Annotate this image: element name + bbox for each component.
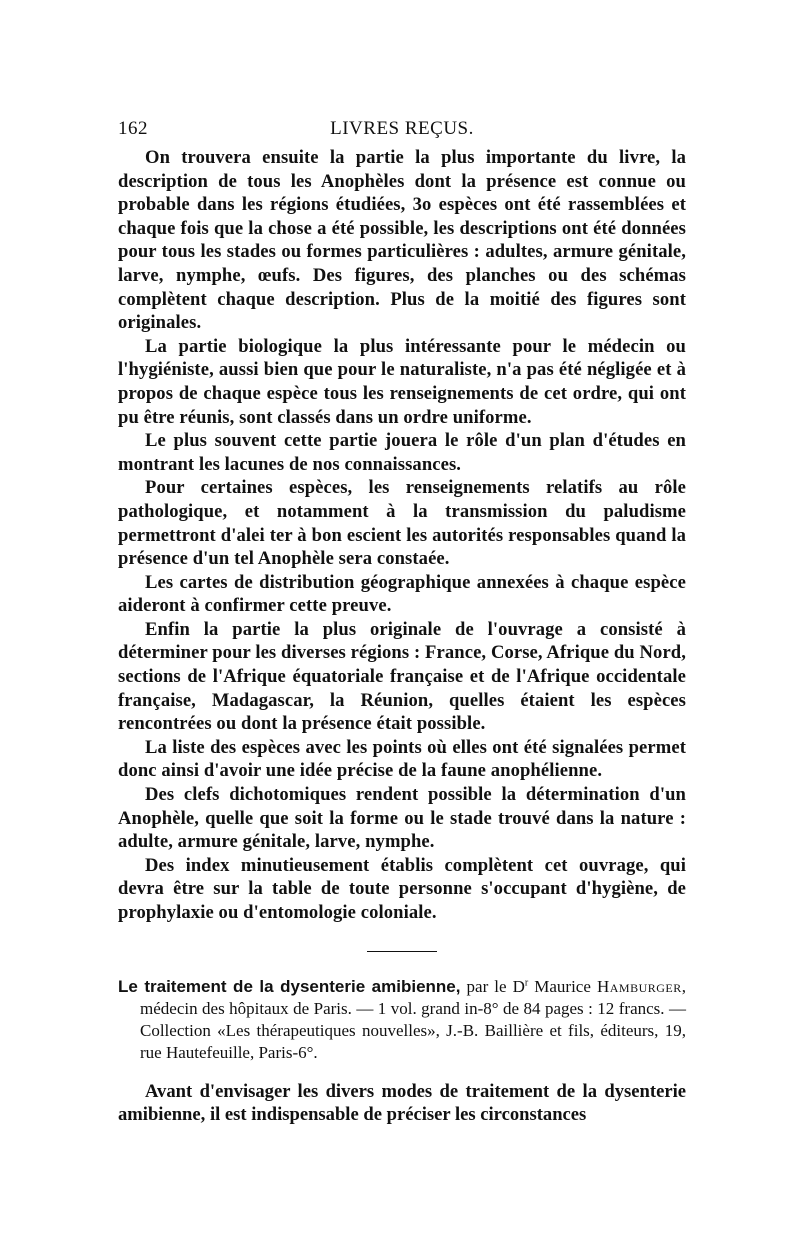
- review-author-last: Hamburger: [596, 976, 682, 996]
- review-author-first: Maurice: [528, 976, 597, 996]
- running-head-title: LIVRES REÇUS.: [330, 118, 474, 139]
- paragraph: Avant d'envisager les divers modes de traitement de la dysenterie amibienne, il est indispensable de préciser les circonstances: [118, 1080, 686, 1126]
- review-details: , médecin des hôpitaux de Paris. — 1 vol. grand in-8° de 84 pages : 12 francs. — Collection «Les thérapeutiques nouvelles», J.-B. Baillière et fils, éditeurs, 19, rue Hautefeuille, Paris-6°.: [140, 976, 686, 1062]
- page-number: 162: [118, 118, 148, 139]
- paragraph: Le plus souvent cette partie jouera le rôle d'un plan d'études en montrant les lacunes de nos connaissances.: [118, 430, 686, 475]
- review-title: Le traitement de la dysenterie amibienne,: [118, 976, 461, 996]
- paragraph: On trouvera ensuite la partie la plus importante du livre, la description de tous les Anophèles dont la présence est connue ou probable dans les régions étudiées, 3o espèces ont été rassemblées et chaque fois que la chose a été possible, les descriptions ont été données pour tous les stades ou formes particulières : adultes, armure génitale, larve, nymphe, œufs. Des figures, des planches ou des schémas complètent chaque description. Plus de la moitié des figures sont originales.: [118, 147, 686, 334]
- paragraph: Pour certaines espèces, les renseignements relatifs au rôle pathologique, et notamment à la transmission du paludisme permettront d'alei ter à bon escient les autorités responsables quand la présence d'un tel Anophèle sera constaée.: [118, 477, 686, 570]
- paragraph: Enfin la partie la plus originale de l'ouvrage a consisté à déterminer pour les diverses régions : France, Corse, Afrique du Nord, sections de l'Afrique équatoriale française et de l'Afrique occidentale française, Madagascar, la Réunion, quelles étaient les espèces rencontrées ou dont la présence était possible.: [118, 618, 686, 735]
- paragraph: Les cartes de distribution géographique annexées à chaque espèce aideront à confirmer cette preuve.: [118, 571, 686, 617]
- paragraph: Des clefs dichotomiques rendent possible la détermination d'un Anophèle, quelle que soit la forme ou le stade trouvé dans la nature : adulte, armure génitale, larve, nymphe.: [118, 784, 686, 853]
- book-page: [118, 112, 686, 1127]
- review-title-superscript: r: [524, 976, 529, 988]
- paragraph: Des index minutieusement établis complètent cet ouvrage, qui devra être sur la table de toute personne s'occupant d'hygiène, de prophylaxie ou d'entomologie coloniale.: [118, 854, 686, 923]
- running-head: [118, 112, 686, 146]
- review-body: [118, 1080, 686, 1127]
- section-divider: [367, 951, 437, 952]
- paragraph: La partie biologique la plus intéressante pour le médecin ou l'hygiéniste, aussi bien que pour le naturaliste, n'a pas été négligée et à propos de chaque espèce tous les renseignements de cet ordre, qui ont pu être réunis, sont classés dans un ordre uniforme.: [118, 335, 686, 428]
- review-citation: [118, 976, 686, 1064]
- body-text: [118, 146, 686, 925]
- paragraph: La liste des espèces avec les points où elles ont été signalées permet donc ainsi d'avoir une idée précise de la faune anophélienne.: [118, 736, 686, 782]
- review-by: par le D: [460, 976, 525, 996]
